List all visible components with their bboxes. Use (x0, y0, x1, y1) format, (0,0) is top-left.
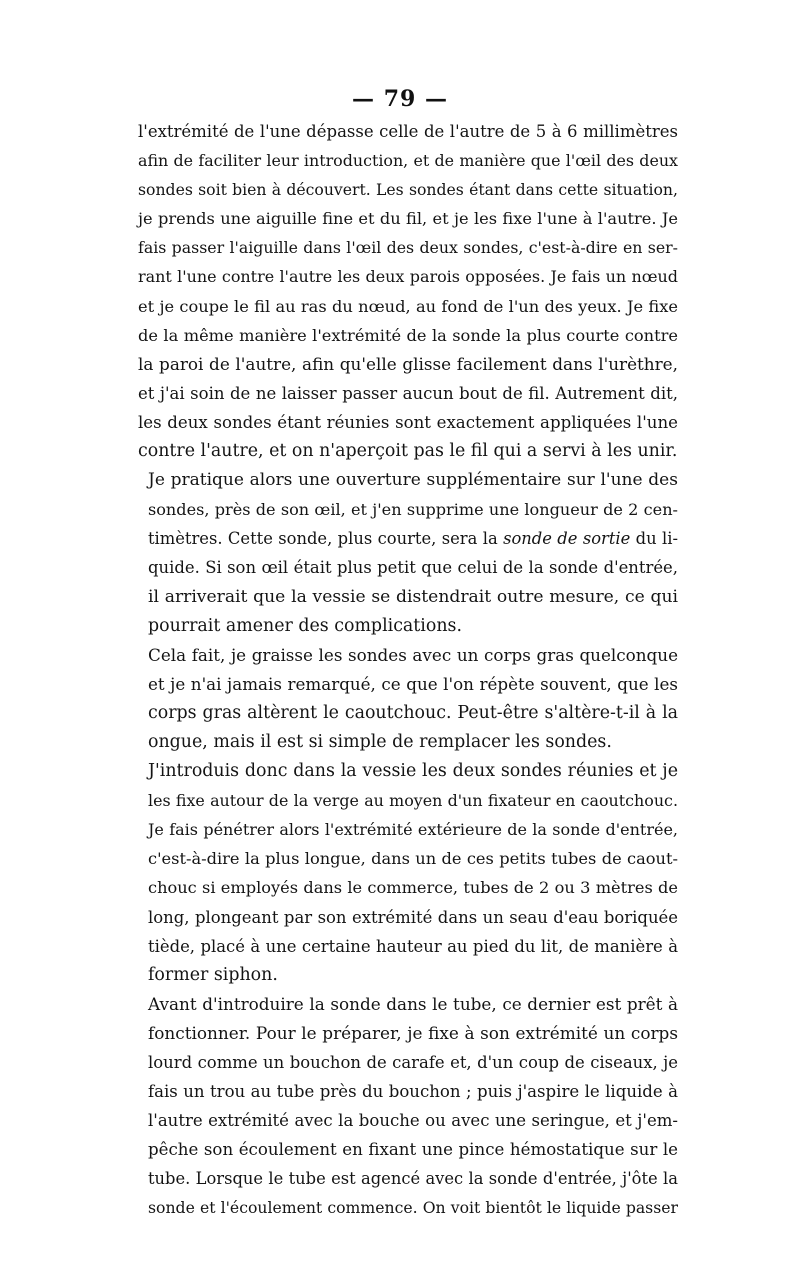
text-line: quide. Si son œil était plus petit que celui de la sonde d'entrée, (148, 558, 678, 578)
text-line: et j'ai soin de ne laisser passer aucun bout de fil. Autrement dit, (138, 383, 678, 403)
text-line: former siphon. (148, 964, 278, 985)
text-line: et je n'ai jamais remarqué, ce que l'on répète souvent, que les (148, 673, 678, 694)
text-line: c'est-à-dire la plus longue, dans un de ces petits tubes de caout- (148, 849, 678, 869)
text-line: contre l'autre, et on n'aperçoit pas le fil qui a servi à les unir. (138, 441, 678, 462)
text-line-with-italic (138, 524, 678, 553)
text-line: les deux sondes étant réunies sont exactement appliquées l'une (138, 412, 678, 432)
paragraph-3 (138, 641, 678, 757)
text-line: Avant d'introduire la sonde dans le tube, ce dernier est prêt à (148, 993, 678, 1014)
text-line: pêche son écoulement en fixant une pince hémostatique sur le (148, 1140, 678, 1160)
text-line: long, plongeant par son extrémité dans un seau d'eau boriquée (148, 907, 678, 927)
text-line: l'extrémité de l'une dépasse celle de l'autre de 5 à 6 millimètres (138, 122, 678, 141)
text-line: pourrait amener des complications. (148, 615, 462, 636)
text-line: chouc si employés dans le commerce, tubes de 2 ou 3 mètres de (148, 878, 678, 898)
text-line: la paroi de l'autre, afin qu'elle glisse facilement dans l'urèthre, (138, 353, 678, 374)
text-line: et je coupe le fil au ras du nœud, au fond de l'un des yeux. Je fixe (138, 296, 678, 316)
paragraph-5 (138, 990, 678, 1223)
text-line: Cela fait, je graisse les sondes avec un corps gras quelconque (148, 644, 678, 665)
text-line: fais un trou au tube près du bouchon ; puis j'aspire le liquide à (148, 1082, 678, 1102)
text-segment: timètres. Cette sonde, plus courte, sera la (148, 529, 504, 549)
text-line: ongue, mais il est si simple de remplacer les sondes. (148, 731, 612, 752)
paragraph-4 (138, 757, 678, 990)
text-line: il arriverait que la vessie se distendrait outre mesure, ce qui (148, 586, 678, 607)
text-line: sonde et l'écoulement commence. On voit bientôt le liquide passer (148, 1198, 678, 1218)
page-number: — 79 — (352, 86, 448, 112)
text-line: tiède, placé à une certaine hauteur au pied du lit, de manière à (148, 936, 678, 956)
text-line: je prends une aiguille fine et du fil, et je les fixe l'une à l'autre. Je (138, 209, 678, 229)
text-line: rant l'une contre l'autre les deux parois opposées. Je fais un nœud (138, 267, 678, 287)
text-segment: du li- (630, 529, 678, 549)
text-line: l'autre extrémité avec la bouche ou avec une seringue, et j'em- (148, 1111, 678, 1131)
text-line: Je fais pénétrer alors l'extrémité extérieure de la sonde d'entrée, (148, 820, 678, 840)
text-line: les fixe autour de la verge au moyen d'un fixateur en caoutchouc. (148, 791, 678, 811)
text-line: lourd comme un bouchon de carafe et, d'un coup de ciseaux, je (148, 1053, 678, 1072)
paragraph-1 (138, 117, 678, 466)
paragraph-2 (138, 466, 678, 641)
text-line: fais passer l'aiguille dans l'œil des deux sondes, c'est-à-dire en ser- (138, 238, 678, 258)
text-line: afin de faciliter leur introduction, et de manière que l'œil des deux (138, 151, 678, 171)
text-line: corps gras altèrent le caoutchouc. Peut-être s'altère-t-il à la (148, 702, 678, 723)
text-line: tube. Lorsque le tube est agencé avec la sonde d'entrée, j'ôte la (148, 1169, 678, 1189)
text-line: sondes soit bien à découvert. Les sondes étant dans cette situation, (138, 180, 678, 200)
text-line: de la même manière l'extrémité de la sonde la plus courte contre (138, 325, 678, 345)
italic-phrase: sonde de sortie (503, 529, 631, 549)
text-line: J'introduis donc dans la vessie les deux sondes réunies et je (148, 761, 678, 782)
text-line: sondes, près de son œil, et j'en supprime une longueur de 2 cen- (148, 500, 678, 520)
text-line: fonctionner. Pour le préparer, je fixe à son extrémité un corps (148, 1022, 678, 1043)
text-line: Je pratique alors une ouverture supplémentaire sur l'une des (148, 470, 678, 491)
body-text (138, 117, 678, 1223)
